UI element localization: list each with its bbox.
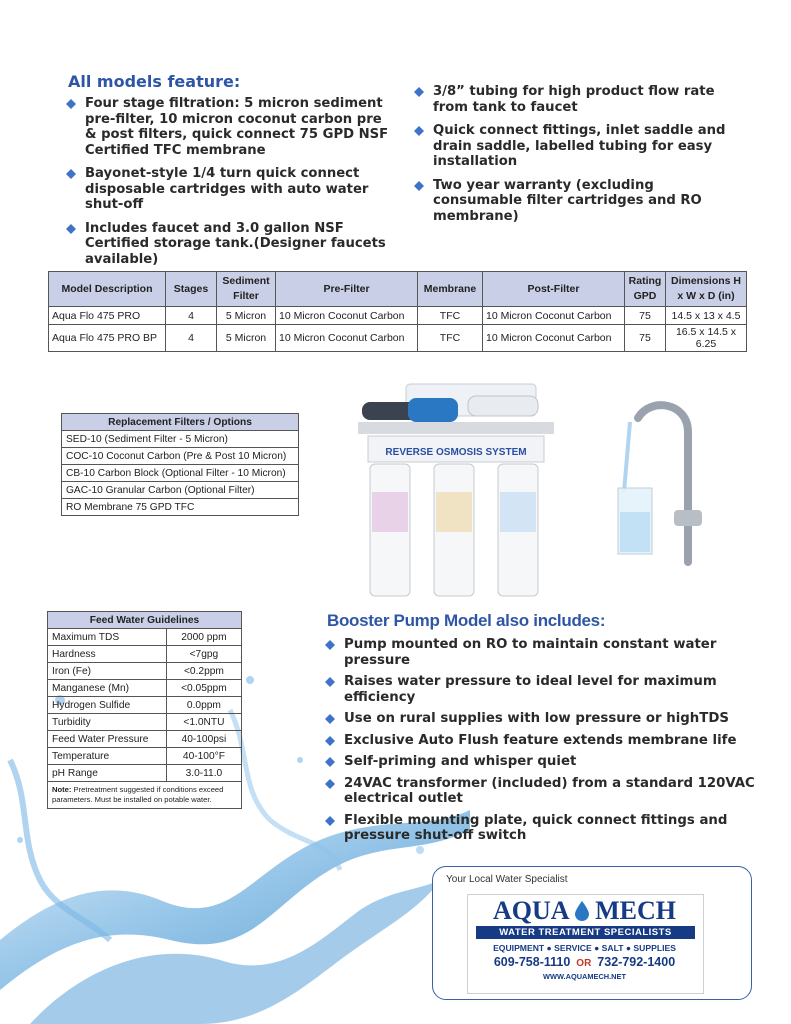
logo-name-left: AQUA xyxy=(492,896,569,925)
replacement-filters-table xyxy=(61,413,299,516)
diamond-bullet-icon xyxy=(325,816,335,826)
table-cell: 0.0ppm xyxy=(166,697,241,714)
models-table xyxy=(48,271,747,352)
logo-services: EQUIPMENT ● SERVICE ● SALT ● SUPPLIES xyxy=(493,943,676,953)
booster-item xyxy=(325,674,755,705)
table-cell: 40-100psi xyxy=(166,731,241,748)
logo-band: WATER TREATMENT SPECIALISTS xyxy=(476,926,695,939)
logo-phones xyxy=(470,955,699,969)
feature-text: 3/8” tubing for high product flow rate from tank to faucet xyxy=(433,84,715,115)
table-cell: 5 Micron xyxy=(217,325,276,352)
table-cell: 10 Micron Coconut Carbon xyxy=(276,307,418,325)
diamond-bullet-icon xyxy=(325,677,335,687)
column-header: Membrane xyxy=(418,272,483,307)
note-text: Pretreatment suggested if conditions exceed parameters. Must be installed on potable water. xyxy=(52,785,224,804)
dealer-label: Your Local Water Specialist xyxy=(446,874,568,885)
diamond-bullet-icon xyxy=(325,714,335,724)
table-cell: Manganese (Mn) xyxy=(48,680,167,697)
table-row xyxy=(62,465,299,482)
feature-item xyxy=(66,166,396,213)
diamond-bullet-icon xyxy=(325,757,335,767)
feature-item xyxy=(414,178,744,225)
note-label: Note: xyxy=(52,785,72,794)
table-cell: 75 xyxy=(625,325,666,352)
booster-text: Self-priming and whisper quiet xyxy=(344,754,577,769)
phone-1: 609-758-1110 xyxy=(493,955,571,969)
table-cell: 2000 ppm xyxy=(166,629,241,646)
table-cell: Hydrogen Sulfide xyxy=(48,697,167,714)
table-cell: 10 Micron Coconut Carbon xyxy=(276,325,418,352)
table-row xyxy=(62,499,299,516)
features-title: All models feature: xyxy=(68,72,241,91)
table-cell: 75 xyxy=(625,307,666,325)
booster-text: Flexible mounting plate, quick connect fittings and pressure shut-off switch xyxy=(344,812,728,843)
feature-item xyxy=(414,123,744,170)
table-row xyxy=(48,731,242,748)
table-cell: <1.0NTU xyxy=(166,714,241,731)
table-row xyxy=(48,629,242,646)
banner-text: REVERSE OSMOSIS SYSTEM xyxy=(385,447,527,458)
column-header: Stages xyxy=(166,272,217,307)
table-header-row xyxy=(49,272,747,307)
table-row xyxy=(48,714,242,731)
table-cell: 14.5 x 13 x 4.5 xyxy=(666,307,747,325)
booster-title: Booster Pump Model also includes: xyxy=(327,611,606,630)
diamond-bullet-icon xyxy=(325,779,335,789)
diamond-bullet-icon xyxy=(414,87,424,97)
column-header: Sediment Filter xyxy=(217,272,276,307)
phone-2: 732-792-1400 xyxy=(597,955,676,969)
table-cell: RO Membrane 75 GPD TFC xyxy=(62,499,299,516)
table-row xyxy=(49,325,747,352)
table-cell: 4 xyxy=(166,325,217,352)
diamond-bullet-icon xyxy=(325,736,335,746)
column-header: Rating GPD xyxy=(625,272,666,307)
table-cell: COC-10 Coconut Carbon (Pre & Post 10 Micron) xyxy=(62,448,299,465)
booster-item xyxy=(325,711,755,727)
column-header: Post-Filter xyxy=(483,272,625,307)
table-row xyxy=(48,663,242,680)
feature-item xyxy=(414,84,744,115)
logo-website: WWW.AQUAMECH.NET xyxy=(543,972,626,981)
table-cell: <0.05ppm xyxy=(166,680,241,697)
logo-name xyxy=(470,896,699,926)
diamond-bullet-icon xyxy=(66,99,76,109)
booster-list xyxy=(325,637,755,850)
booster-text: Raises water pressure to ideal level for maximum efficiency xyxy=(344,674,717,705)
booster-item xyxy=(325,813,755,844)
table-cell: TFC xyxy=(418,307,483,325)
table-cell: 10 Micron Coconut Carbon xyxy=(483,325,625,352)
features-list-left xyxy=(66,96,396,275)
logo-name-right: MECH xyxy=(595,896,676,925)
table-row xyxy=(62,482,299,499)
table-title: Feed Water Guidelines xyxy=(48,612,242,629)
diamond-bullet-icon xyxy=(66,224,76,234)
table-cell: Iron (Fe) xyxy=(48,663,167,680)
table-cell: Temperature xyxy=(48,748,167,765)
table-row xyxy=(49,307,747,325)
table-cell: 16.5 x 14.5 x 6.25 xyxy=(666,325,747,352)
booster-item xyxy=(325,776,755,807)
features-list-right xyxy=(414,84,744,232)
diamond-bullet-icon xyxy=(66,169,76,179)
table-row xyxy=(48,748,242,765)
feature-item xyxy=(66,221,396,268)
feature-text: Four stage filtration: 5 micron sediment pre-filter, 10 micron coconut carbon pre & post filters, quick connect 75 GPD NSF Certified TFC membrane xyxy=(85,96,389,158)
table-cell: Feed Water Pressure xyxy=(48,731,167,748)
feature-text: Quick connect fittings, inlet saddle and drain saddle, labelled tubing for easy installation xyxy=(433,123,726,169)
booster-item xyxy=(325,754,755,770)
table-row xyxy=(48,680,242,697)
table-cell: Aqua Flo 475 PRO xyxy=(49,307,166,325)
feature-item xyxy=(66,96,396,158)
booster-text: 24VAC transformer (included) from a standard 120VAC electrical outlet xyxy=(344,775,755,806)
table-cell: Hardness xyxy=(48,646,167,663)
table-cell: 10 Micron Coconut Carbon xyxy=(483,307,625,325)
column-header: Dimensions H x W x D (in) xyxy=(666,272,747,307)
booster-text: Use on rural supplies with low pressure or highTDS xyxy=(344,711,729,726)
booster-item xyxy=(325,637,755,668)
table-cell: 40-100°F xyxy=(166,748,241,765)
table-cell: <7gpg xyxy=(166,646,241,663)
feed-water-table xyxy=(47,611,242,809)
diamond-bullet-icon xyxy=(414,126,424,136)
table-cell: 3.0-11.0 xyxy=(166,765,241,782)
table-cell: Maximum TDS xyxy=(48,629,167,646)
column-header: Model Description xyxy=(49,272,166,307)
phone-or: OR xyxy=(576,958,592,969)
booster-text: Exclusive Auto Flush feature extends membrane life xyxy=(344,732,737,748)
column-header: Pre-Filter xyxy=(276,272,418,307)
table-row xyxy=(48,697,242,714)
table-row xyxy=(62,448,299,465)
table-cell: GAC-10 Granular Carbon (Optional Filter) xyxy=(62,482,299,499)
table-cell: 4 xyxy=(166,307,217,325)
table-cell: CB-10 Carbon Block (Optional Filter - 10 Micron) xyxy=(62,465,299,482)
booster-text: Pump mounted on RO to maintain constant water pressure xyxy=(344,637,717,668)
booster-item xyxy=(325,733,755,749)
table-cell: Turbidity xyxy=(48,714,167,731)
table-row xyxy=(48,646,242,663)
table-cell: TFC xyxy=(418,325,483,352)
feed-note xyxy=(48,782,242,809)
table-title: Replacement Filters / Options xyxy=(62,414,299,431)
table-cell: SED-10 (Sediment Filter - 5 Micron) xyxy=(62,431,299,448)
diamond-bullet-icon xyxy=(325,640,335,650)
table-row xyxy=(48,765,242,782)
table-cell: 5 Micron xyxy=(217,307,276,325)
feature-text: Includes faucet and 3.0 gallon NSF Certified storage tank.(Designer faucets available) xyxy=(85,220,386,267)
table-cell: <0.2ppm xyxy=(166,663,241,680)
feature-text: Bayonet-style 1/4 turn quick connect disposable cartridges with auto water shut-off xyxy=(85,166,369,212)
ro-system-image xyxy=(348,380,560,602)
feature-text: Two year warranty (excluding consumable filter cartridges and RO membrane) xyxy=(433,177,702,224)
table-row xyxy=(62,431,299,448)
diamond-bullet-icon xyxy=(414,181,424,191)
table-cell: pH Range xyxy=(48,765,167,782)
water-drop-icon xyxy=(575,901,589,921)
faucet-image xyxy=(590,392,730,572)
table-cell: Aqua Flo 475 PRO BP xyxy=(49,325,166,352)
